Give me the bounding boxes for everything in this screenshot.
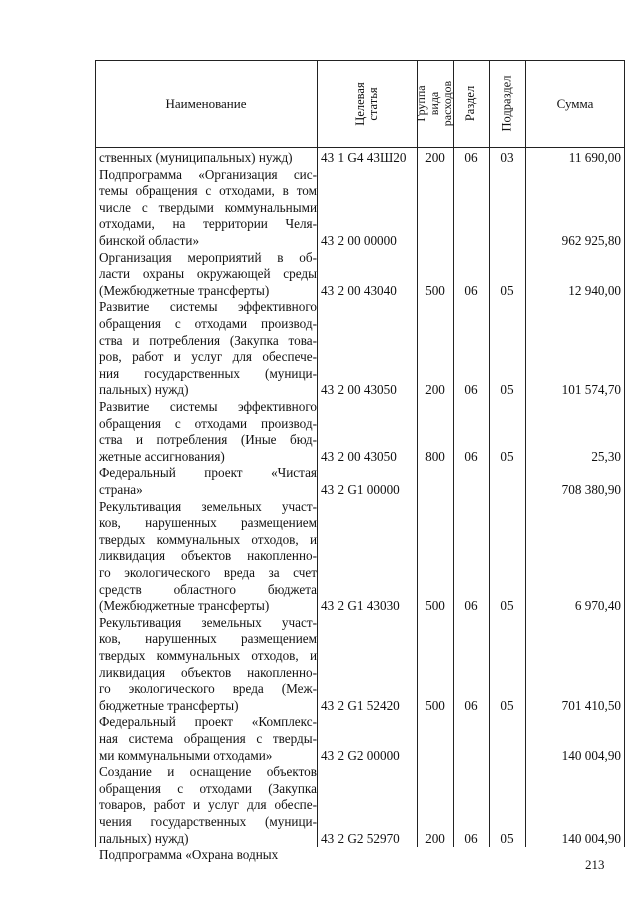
row-name-line: Федеральный проект «Комплекс- [99,714,317,730]
row-name-line: темы обращения с отходами, в том [99,183,317,199]
table-row [95,714,625,764]
row-sum: 6 970,40 [574,598,621,614]
row-name-line: пальных) нужд) [99,830,189,846]
row-group: 500 [425,282,445,298]
row-name-line: Развитие системы эффективного [99,399,317,414]
row-name [99,150,317,167]
row-subsection: 05 [500,598,514,614]
row-name [99,764,317,847]
page-number: 213 [585,857,605,872]
row-name-line: ства и потребления (Закупка това- [99,332,317,348]
row-name-line: обращения с отходами производ- [99,315,317,331]
row-code: 43 2 G2 00000 [321,747,400,763]
row-name-line: ков, нарушенных размещением [99,515,317,531]
row-name-line: Подпрограмма «Охрана водных [99,847,279,863]
header-subsection: Подраздел [499,75,514,132]
row-name-line: твердых коммунальных отходов, и [99,647,317,663]
header-group: Группа вида расходов [414,80,455,127]
row-name-line: ная система обращения с тверды- [99,730,317,746]
header-bottom-border [95,147,625,148]
row-sum: 11 690,00 [568,150,621,165]
table-row [95,847,625,864]
table-row [95,764,625,847]
row-name-line: ликвидация объектов накопленно- [99,664,317,680]
row-name-line: бинской области» [99,232,200,248]
row-sum: 140 004,90 [561,830,621,846]
row-name-line: ственных (муниципальных) нужд) [99,150,293,165]
row-sum: 12 940,00 [568,282,621,298]
row-name-line: бюджетные трансферты) [99,697,239,713]
row-section: 06 [464,697,478,713]
table-row [95,615,625,715]
row-code: 43 2 G1 43030 [321,598,400,614]
row-section: 06 [464,382,478,398]
table-row [95,250,625,300]
row-name-line: (Межбюджетные трансферты) [99,598,270,614]
row-section: 06 [464,830,478,846]
row-name-line: Создание и оснащение объектов [99,764,317,780]
row-section: 06 [464,598,478,614]
row-group: 200 [425,830,445,846]
header-code: Целевая статья [353,81,380,126]
row-group: 800 [425,448,445,464]
row-name-line: чения государственных (муници- [99,813,317,829]
row-subsection: 05 [500,282,514,298]
row-name-line: ния государственных (муници- [99,365,317,381]
row-name-line: ликвидация объектов накопленно- [99,548,317,564]
table-row [95,299,625,399]
row-name-line: числе с твердыми коммунальными [99,199,317,215]
row-subsection: 03 [500,150,514,165]
row-name-line: го экологического вреда за счет [99,564,317,580]
row-subsection: 05 [500,830,514,846]
row-name-line: жетные ассигнования) [99,448,225,464]
table-row [95,150,625,167]
row-name [99,499,317,615]
table-row [95,465,625,498]
row-name-line: го экологического вреда (Меж- [99,681,317,697]
row-name-line: отходами, на территории Челя- [99,216,317,232]
row-name-line: Подпрограмма «Организация сис- [99,166,317,182]
row-name-line: ров, работ и услуг для обеспече- [99,349,317,365]
row-sum: 701 410,50 [561,697,621,713]
header-name: Наименование [165,95,247,111]
row-name [99,399,317,465]
table-row [95,499,625,615]
row-code: 43 2 00 43050 [321,382,397,398]
row-name-line: ства и потребления (Иные бюд- [99,432,317,448]
row-name-line: Развитие системы эффективного [99,299,317,315]
row-group: 200 [425,382,445,398]
row-name-line: Организация мероприятий в об- [99,249,317,265]
row-code: 43 2 G1 52420 [321,697,400,713]
row-name-line: страна» [99,481,143,497]
row-section: 06 [464,150,478,165]
row-subsection: 05 [500,382,514,398]
row-name-line: ков, нарушенных размещением [99,631,317,647]
row-name-line: Рекультивация земельных участ- [99,614,317,630]
row-name-line: ми коммунальными отходами» [99,747,273,763]
row-code: 43 2 00 43040 [321,282,397,298]
row-name-line: Федеральный проект «Чистая [99,465,317,481]
header-sum: Сумма [556,95,594,111]
row-group: 500 [425,697,445,713]
row-code: 43 2 G1 00000 [321,481,400,497]
row-name [99,847,317,864]
row-name-line: пальных) нужд) [99,382,189,398]
header-section: Раздел [463,85,478,122]
row-name-line: товаров, работ и услуг для обеспе- [99,797,317,813]
row-name [99,465,317,498]
row-name-line: средств областного бюджета [99,581,317,597]
row-name [99,714,317,764]
row-subsection: 05 [500,448,514,464]
row-sum: 101 574,70 [561,382,621,398]
row-name [99,299,317,399]
row-name-line: твердых коммунальных отходов, и [99,531,317,547]
row-sum: 25,30 [591,448,621,464]
row-sum: 962 925,80 [561,232,621,248]
row-name-line: (Межбюджетные трансферты) [99,282,270,298]
row-group: 500 [425,598,445,614]
row-section: 06 [464,282,478,298]
table-row [95,399,625,465]
row-group: 200 [425,150,445,165]
row-sum: 140 004,90 [561,747,621,763]
row-name-line: обращения с отходами (Закупка [99,780,317,796]
row-name-line: обращения с отходами производ- [99,415,317,431]
row-code: 43 2 00 00000 [321,232,397,248]
row-code: 43 2 00 43050 [321,448,397,464]
row-name [99,615,317,715]
row-name [99,250,317,300]
budget-table [95,60,625,863]
row-sum: 708 380,90 [561,481,621,497]
row-name [99,167,317,250]
row-name-line: ласти охраны окружающей среды [99,266,317,282]
row-code: 43 1 G4 43Ш20 [321,150,407,165]
row-name-line: Рекультивация земельных участ- [99,498,317,514]
row-subsection: 05 [500,697,514,713]
row-code: 43 2 G2 52970 [321,830,400,846]
table-row [95,167,625,250]
row-section: 06 [464,448,478,464]
